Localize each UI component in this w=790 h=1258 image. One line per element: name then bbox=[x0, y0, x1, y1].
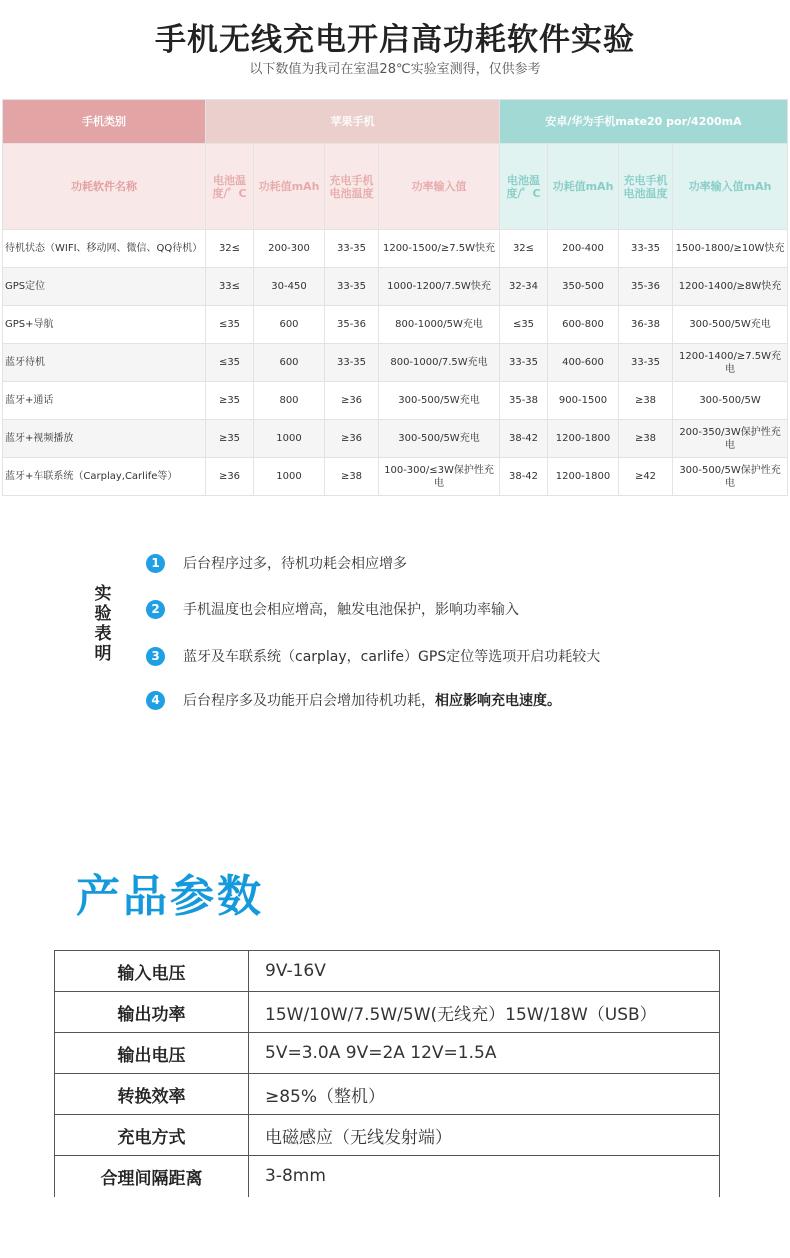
spec-row bbox=[55, 992, 720, 1033]
header-phone-category: 手机类别 bbox=[3, 100, 206, 144]
android-power-input-cell: 1500-1800/≥10W快充 bbox=[673, 230, 788, 268]
android-power-input-cell: 200-350/3W保护性充电 bbox=[673, 420, 788, 458]
note-text: 蓝牙及车联系统（carplay，carlife）GPS定位等选项开启功耗较大 bbox=[183, 649, 601, 665]
android-consumption-cell: 900-1500 bbox=[548, 382, 619, 420]
note-text: 后台程序多及功能开启会增加待机功耗， bbox=[183, 693, 435, 709]
apple-power-input-cell: 100-300/≤3W保护性充电 bbox=[379, 458, 500, 496]
apple-consumption-cell: 1000 bbox=[254, 458, 325, 496]
apple-battery-temp-cell: 33≤ bbox=[206, 268, 254, 306]
apple-consumption-cell: 800 bbox=[254, 382, 325, 420]
header-apple-consumption: 功耗值mAh bbox=[254, 144, 325, 230]
android-charging-temp-cell: ≥42 bbox=[619, 458, 673, 496]
android-battery-temp-cell: ≤35 bbox=[500, 306, 548, 344]
software-name-cell: 待机状态（WIFI、移动网、微信、QQ待机） bbox=[3, 230, 206, 268]
table-row bbox=[3, 268, 788, 306]
android-consumption-cell: 1200-1800 bbox=[548, 458, 619, 496]
number-1-icon: 1 bbox=[146, 554, 165, 573]
android-power-input-cell: 300-500/5W bbox=[673, 382, 788, 420]
header-android-battery-temp: 电池温度/゜C bbox=[500, 144, 548, 230]
apple-power-input-cell: 300-500/5W充电 bbox=[379, 382, 500, 420]
apple-battery-temp-cell: 32≤ bbox=[206, 230, 254, 268]
spec-key: 输出电压 bbox=[55, 1033, 249, 1074]
spec-value: 15W/10W/7.5W/5W(无线充）15W/18W（USB） bbox=[249, 992, 720, 1033]
android-power-input-cell: 300-500/5W充电 bbox=[673, 306, 788, 344]
spec-key: 输入电压 bbox=[55, 951, 249, 992]
apple-charging-temp-cell: ≥36 bbox=[325, 420, 379, 458]
apple-consumption-cell: 600 bbox=[254, 344, 325, 382]
table-row bbox=[3, 420, 788, 458]
spec-key: 转换效率 bbox=[55, 1074, 249, 1115]
apple-consumption-cell: 200-300 bbox=[254, 230, 325, 268]
apple-battery-temp-cell: ≥36 bbox=[206, 458, 254, 496]
spec-row bbox=[55, 951, 720, 992]
android-charging-temp-cell: 33-35 bbox=[619, 344, 673, 382]
android-power-input-cell: 300-500/5W保护性充电 bbox=[673, 458, 788, 496]
software-name-cell: 蓝牙+通话 bbox=[3, 382, 206, 420]
apple-battery-temp-cell: ≤35 bbox=[206, 344, 254, 382]
software-name-cell: 蓝牙+视频播放 bbox=[3, 420, 206, 458]
android-battery-temp-cell: 35-38 bbox=[500, 382, 548, 420]
note-item bbox=[146, 598, 519, 620]
apple-power-input-cell: 800-1000/7.5W充电 bbox=[379, 344, 500, 382]
header-android: 安卓/华为手机mate20 por/4200mA bbox=[500, 100, 788, 144]
spec-key: 合理间隔距离 bbox=[55, 1156, 249, 1197]
spec-value: ≥85%（整机） bbox=[249, 1074, 720, 1115]
spec-row bbox=[55, 1115, 720, 1156]
number-2-icon: 2 bbox=[146, 600, 165, 619]
header-software-name: 功耗软件名称 bbox=[3, 144, 206, 230]
header-android-charging-temp: 充电手机电池温度 bbox=[619, 144, 673, 230]
android-consumption-cell: 400-600 bbox=[548, 344, 619, 382]
note-text: 后台程序过多，待机功耗会相应增多 bbox=[183, 556, 407, 572]
software-name-cell: GPS定位 bbox=[3, 268, 206, 306]
spec-row bbox=[55, 1033, 720, 1074]
note-item bbox=[146, 689, 561, 711]
apple-consumption-cell: 600 bbox=[254, 306, 325, 344]
spec-row bbox=[55, 1156, 720, 1197]
header-android-power-input: 功率输入值mAh bbox=[673, 144, 788, 230]
android-consumption-cell: 1200-1800 bbox=[548, 420, 619, 458]
note-bold-text: 相应影响充电速度。 bbox=[435, 693, 561, 709]
apple-charging-temp-cell: 35-36 bbox=[325, 306, 379, 344]
apple-power-input-cell: 1000-1200/7.5W快充 bbox=[379, 268, 500, 306]
apple-charging-temp-cell: ≥36 bbox=[325, 382, 379, 420]
spec-value: 3-8mm bbox=[249, 1156, 720, 1197]
android-charging-temp-cell: ≥38 bbox=[619, 382, 673, 420]
spec-value: 电磁感应（无线发射端） bbox=[249, 1115, 720, 1156]
header-apple-battery-temp: 电池温度/゜C bbox=[206, 144, 254, 230]
table-row bbox=[3, 382, 788, 420]
table-row bbox=[3, 344, 788, 382]
apple-power-input-cell: 800-1000/5W充电 bbox=[379, 306, 500, 344]
apple-battery-temp-cell: ≥35 bbox=[206, 382, 254, 420]
page-subtitle: 以下数值为我司在室温28℃实验室测得，仅供参考 bbox=[249, 62, 541, 77]
note-text: 手机温度也会相应增高，触发电池保护，影响功率输入 bbox=[183, 602, 519, 618]
apple-charging-temp-cell: 33-35 bbox=[325, 268, 379, 306]
software-name-cell: 蓝牙+车联系统（Carplay,Carlife等） bbox=[3, 458, 206, 496]
notes-label: 实验表明 bbox=[94, 584, 112, 664]
table-row bbox=[3, 230, 788, 268]
header-apple: 苹果手机 bbox=[206, 100, 500, 144]
spec-value: 9V-16V bbox=[249, 951, 720, 992]
android-charging-temp-cell: 33-35 bbox=[619, 230, 673, 268]
spec-value: 5V=3.0A 9V=2A 12V=1.5A bbox=[249, 1033, 720, 1074]
apple-consumption-cell: 1000 bbox=[254, 420, 325, 458]
spec-row bbox=[55, 1074, 720, 1115]
apple-charging-temp-cell: ≥38 bbox=[325, 458, 379, 496]
number-3-icon: 3 bbox=[146, 647, 165, 666]
header-apple-charging-temp: 充电手机电池温度 bbox=[325, 144, 379, 230]
table-row bbox=[3, 306, 788, 344]
apple-power-input-cell: 1200-1500/≥7.5W快充 bbox=[379, 230, 500, 268]
page-title: 手机无线充电开启高功耗软件实验 bbox=[155, 22, 635, 58]
android-power-input-cell: 1200-1400/≥7.5W充电 bbox=[673, 344, 788, 382]
software-name-cell: GPS+导航 bbox=[3, 306, 206, 344]
header-android-consumption: 功耗值mAh bbox=[548, 144, 619, 230]
spec-key: 输出功率 bbox=[55, 992, 249, 1033]
apple-consumption-cell: 30-450 bbox=[254, 268, 325, 306]
apple-battery-temp-cell: ≤35 bbox=[206, 306, 254, 344]
spec-table bbox=[54, 950, 720, 1197]
android-battery-temp-cell: 38-42 bbox=[500, 458, 548, 496]
android-consumption-cell: 200-400 bbox=[548, 230, 619, 268]
android-consumption-cell: 600-800 bbox=[548, 306, 619, 344]
android-charging-temp-cell: 36-38 bbox=[619, 306, 673, 344]
power-consumption-table bbox=[2, 99, 788, 496]
apple-charging-temp-cell: 33-35 bbox=[325, 344, 379, 382]
header-apple-power-input: 功率输入值 bbox=[379, 144, 500, 230]
note-item bbox=[146, 552, 407, 574]
android-charging-temp-cell: 35-36 bbox=[619, 268, 673, 306]
number-4-icon: 4 bbox=[146, 691, 165, 710]
android-battery-temp-cell: 38-42 bbox=[500, 420, 548, 458]
apple-battery-temp-cell: ≥35 bbox=[206, 420, 254, 458]
spec-title: 产品参数 bbox=[76, 871, 264, 922]
table-row bbox=[3, 458, 788, 496]
software-name-cell: 蓝牙待机 bbox=[3, 344, 206, 382]
android-consumption-cell: 350-500 bbox=[548, 268, 619, 306]
android-power-input-cell: 1200-1400/≥8W快充 bbox=[673, 268, 788, 306]
apple-charging-temp-cell: 33-35 bbox=[325, 230, 379, 268]
android-charging-temp-cell: ≥38 bbox=[619, 420, 673, 458]
note-item bbox=[146, 645, 600, 667]
android-battery-temp-cell: 32≤ bbox=[500, 230, 548, 268]
spec-key: 充电方式 bbox=[55, 1115, 249, 1156]
android-battery-temp-cell: 32-34 bbox=[500, 268, 548, 306]
apple-power-input-cell: 300-500/5W充电 bbox=[379, 420, 500, 458]
android-battery-temp-cell: 33-35 bbox=[500, 344, 548, 382]
